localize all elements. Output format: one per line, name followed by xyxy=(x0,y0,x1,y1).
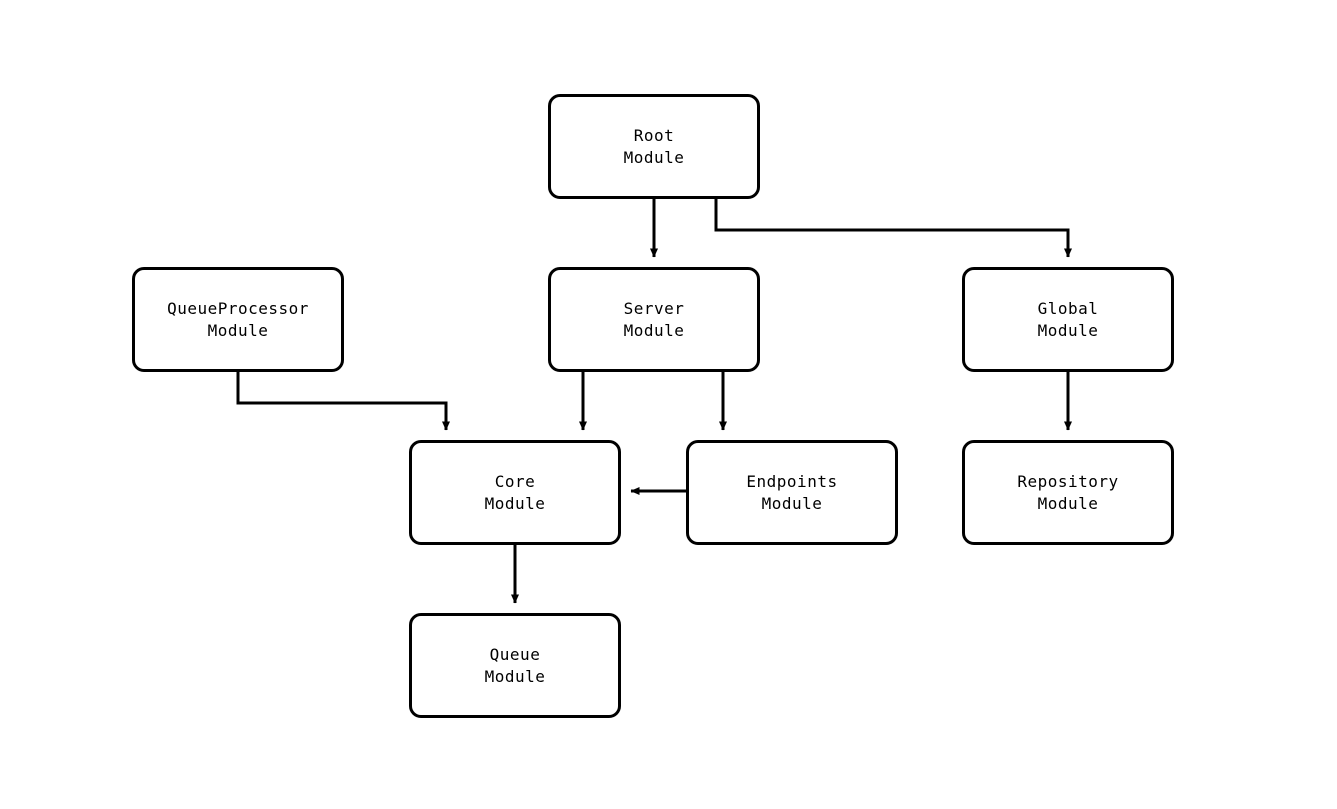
node-endpoints-module[interactable] xyxy=(686,440,898,545)
edge-root-to-global xyxy=(716,199,1068,257)
node-label-line1: Core xyxy=(494,471,536,491)
node-label-line1: Server xyxy=(623,298,685,318)
node-core-module[interactable] xyxy=(409,440,621,545)
node-label-line2: Module xyxy=(1037,493,1099,513)
node-label-line1: Queue xyxy=(489,644,541,664)
node-label-line2: Module xyxy=(761,493,823,513)
node-label-line1: Endpoints xyxy=(746,471,838,491)
node-label-line1: Repository xyxy=(1017,471,1119,491)
node-label-line2: Module xyxy=(207,320,269,340)
node-label-line2: Module xyxy=(484,493,546,513)
node-root-module[interactable] xyxy=(548,94,760,199)
node-server-module[interactable] xyxy=(548,267,760,372)
node-label-line1: QueueProcessor xyxy=(167,298,309,318)
node-label-line2: Module xyxy=(623,147,685,167)
node-label-line2: Module xyxy=(623,320,685,340)
node-label-line1: Global xyxy=(1037,298,1099,318)
node-queue-module[interactable] xyxy=(409,613,621,718)
node-label-line2: Module xyxy=(1037,320,1099,340)
node-label-line1: Root xyxy=(633,125,675,145)
node-label-line2: Module xyxy=(484,666,546,686)
node-queueprocessor-module[interactable] xyxy=(132,267,344,372)
edge-queueprocessor-to-core xyxy=(238,372,446,430)
node-global-module[interactable] xyxy=(962,267,1174,372)
node-repository-module[interactable] xyxy=(962,440,1174,545)
